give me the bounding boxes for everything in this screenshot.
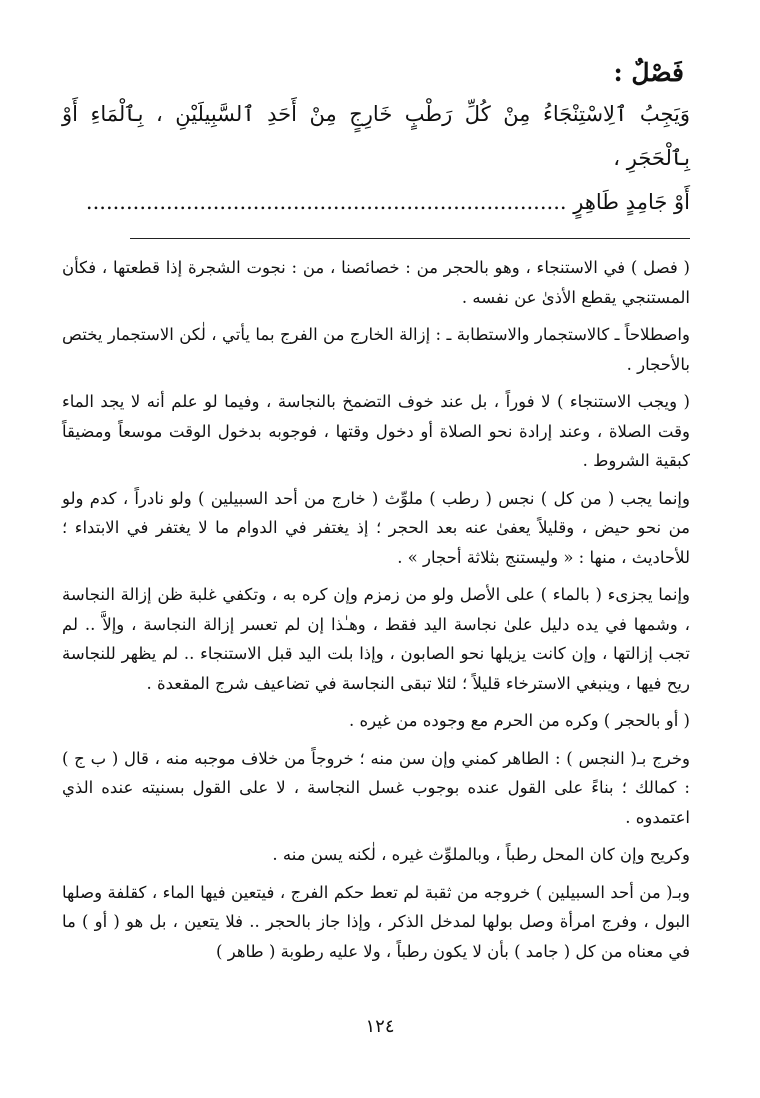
commentary-paragraph: وإنما يجب ( من كل ) نجس ( رطب ) ملوِّث ( خارج من أحد السبيلين ) ولو نادراً ، كدم ولو من نحو حيض ، وقليلاً يعفىٰ عنه بعد الحجر ؛ إذ يغتفر في الدوام ما لا يغتفر في الابتداء ؛ للأحاديث ، منها : « وليستنج بثلاثة أحجار » .	[62, 488, 690, 567]
section-heading: فَصْلٌ :	[613, 58, 684, 87]
dotted-leader: ........................................................................	[85, 190, 567, 214]
commentary-paragraph: ( ويجب الاستنجاء ) لا فوراً ، بل عند خوف التضمخ بالنجاسة ، وفيما لو علم أنه لا يجد الماء وقت الصلاة ، وعند إرادة نحو الصلاة أو دخول وقتها ، فوجوبه بدخول الوقت موسعاً ومضيقاً كبقية الشروط .	[62, 392, 690, 470]
commentary-paragraph: وبـ( من أحد السبيلين ) خروجه من ثقبة لم تعط حكم الفرج ، فيتعين فيها الماء ، كقلفة وصلها البول ، وفرج امرأة وصل بولها لمدخل الذكر ، وإذا جاز بالحجر .. فلا يتعين ، بل هو ( أو ) ما في معناه من كل ( جامد ) بأن لا يكون رطباً ، ولا عليه رطوبة ( طاهر )	[62, 882, 690, 961]
commentary-paragraph: وكريح وإن كان المحل رطباً ، وبالملوِّث غيره ، لٰكنه يسن منه .	[272, 845, 690, 864]
main-text-line-1: وَيَجِبُ ٱلِاسْتِنْجَاءُ مِنْ كُلِّ رَطْبٍ خَارِجٍ مِنْ أَحَدِ ٱلسَّبِيلَيْنِ ، بِٱلْمَاءِ أَوْ بِٱلْحَجَرِ ،	[62, 102, 690, 170]
commentary	[62, 253, 690, 966]
main-text-line-2-words: أَوْ جَامِدٍ طَاهِرٍ	[573, 190, 690, 214]
main-text	[62, 92, 690, 224]
commentary-paragraph: وخرج بـ( النجس ) : الطاهر كمني وإن سن منه ؛ خروجاً من خلاف موجبه منه ، قال ( ب ج ) : كمالك ؛ بناءً على القول عنده بوجوب غسل النجاسة ، لا على القول بسنيته عنده الذي اعتمدوه .	[62, 748, 690, 827]
main-text-line-2	[62, 180, 690, 224]
commentary-paragraph: واصطلاحاً ـ كالاستجمار والاستطابة ـ : إزالة الخارج من الفرج بما يأتي ، لٰكن الاستجمار يختص بالأحجار .	[62, 325, 690, 374]
commentary-paragraph: ( فصل ) في الاستنجاء ، وهو بالحجر من : خصائصنا ، من : نجوت الشجرة إذا قطعتها ، فكأن المستنجي يقطع الأذىٰ عن نفسه .	[62, 258, 690, 307]
separator-rule	[130, 238, 690, 239]
commentary-paragraph: وإنما يجزىء ( بالماء ) على الأصل ولو من زمزم وإن كره به ، وتكفي غلبة ظن إزالة النجاسة ، وشمها في يده دليل علىٰ نجاسة اليد فقط ، وهـٰذا إن لم تعسر إزالة النجاسة ، وإلاَّ .. لم تجب إزالتها ، وإن كانت يزيلها نحو الصابون ، وإذا بلت اليد قبل الاستنجاء .. لم يظهر للنجاسة ريح فيها ، وينبغي الاسترخاء قليلاً ؛ لئلا تبقى النجاسة في تضاعيف شرج المقعدة .	[62, 585, 690, 693]
page-number: ١٢٤	[365, 1016, 395, 1037]
commentary-paragraph: ( أو بالحجر ) وكره من الحرم مع وجوده من غيره .	[348, 711, 690, 730]
